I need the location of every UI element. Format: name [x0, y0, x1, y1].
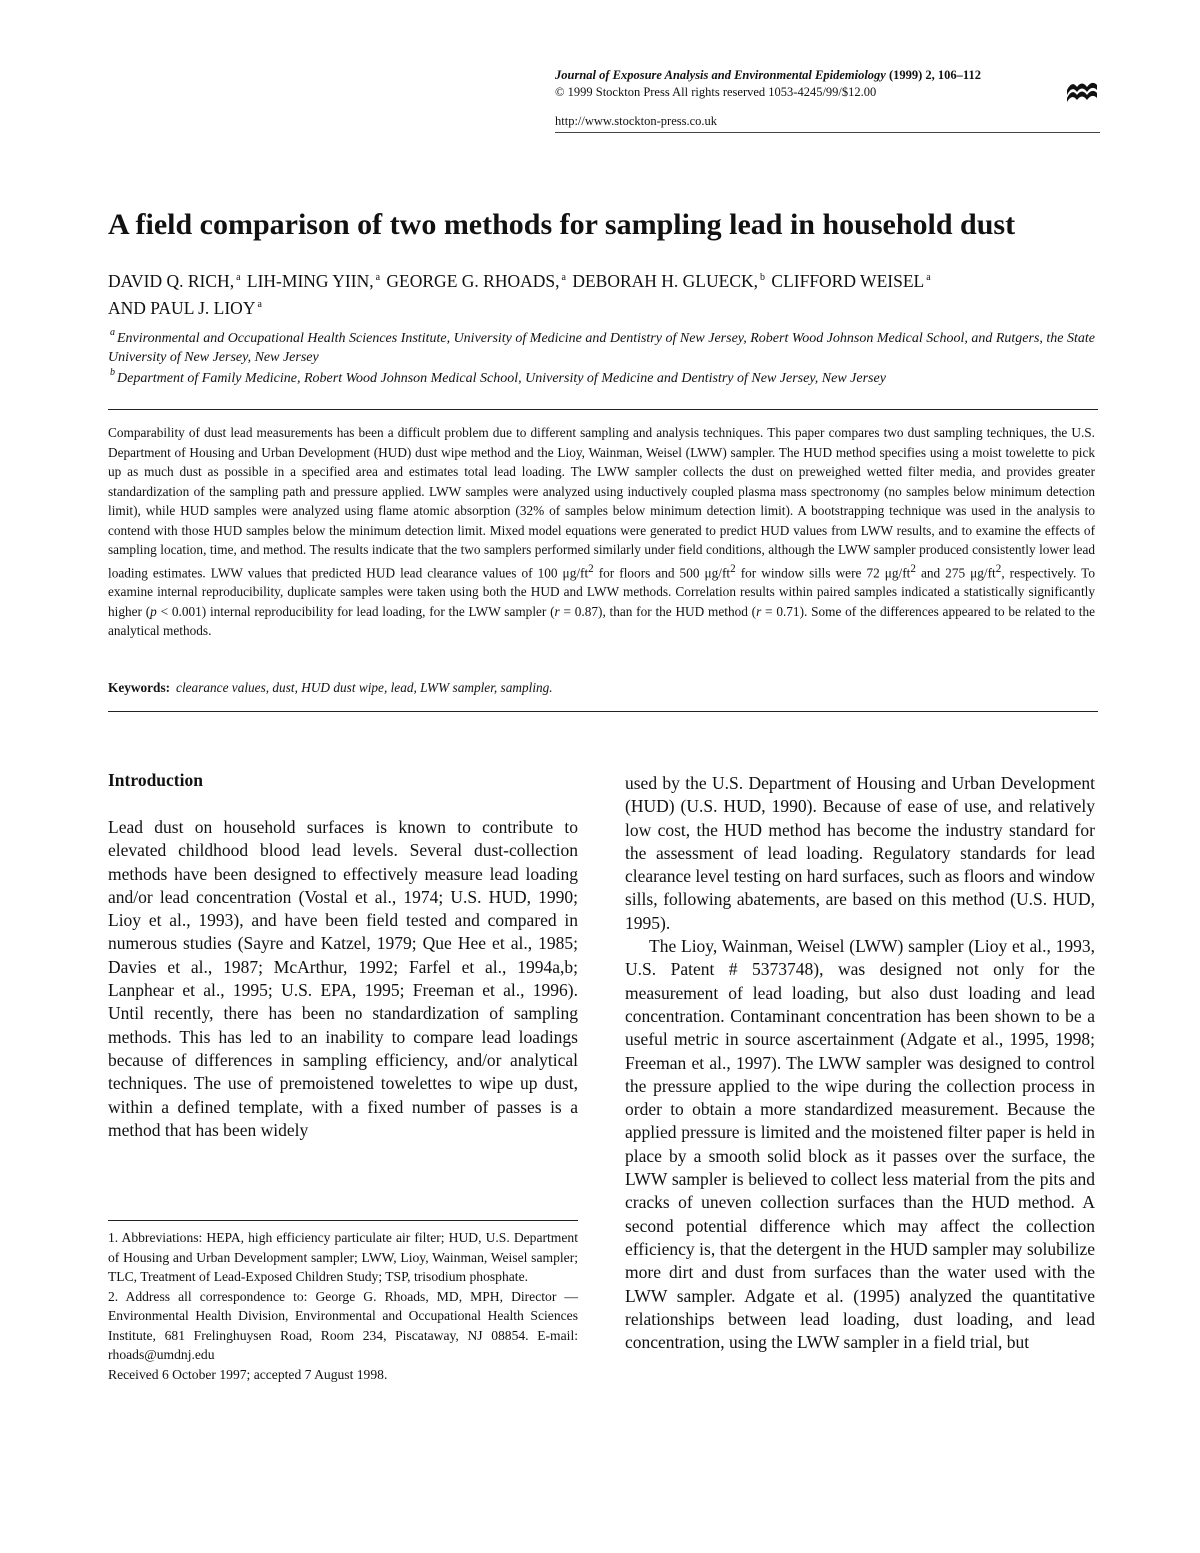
abstract-text-2: for floors and 500 μg/ft	[593, 564, 731, 580]
abstract-text-5: , respectively. To examine internal reproducibility, duplicate samples were taken using both the HUD and LWW methods. Correlation results within paired samples indicated a statistically significantly higher (	[108, 564, 1095, 619]
paper-title: A field comparison of two methods for sampling lead in household dust	[108, 208, 1016, 241]
abstract-text-4: and 275 μg/ft	[915, 564, 996, 580]
received-dates: Received 6 October 1997; accepted 7 August 1998.	[108, 1366, 388, 1382]
body-column-left: Lead dust on household surfaces is known to contribute to elevated childhood blood lead levels. Several dust-collection methods have been designed to effectively measure lead loading and/or lead concentration (Vostal et al., 1974; U.S. HUD, 1990; Lioy et al., 1993), and have been field tested and compared in numerous studies (Sayre and Katzel, 1979; Que Hee et al., 1985; Davies et al., 1987; McArthur, 1992; Farfel et al., 1994a,b; Lanphear et al., 1995; U.S. EPA, 1995; Freeman et al., 1996). Until recently, there has been no standardization of sampling methods. This has led to an inability to compare lead loadings because of differences in sampling efficiency, and/or analytical techniques. The use of premoistened towelettes to wipe up dust, within a defined template, with a fixed number of passes is a method that has been widely	[108, 817, 578, 1140]
abstract	[108, 423, 1095, 641]
r-variable: r	[756, 603, 762, 619]
affiliation-text: Department of Family Medicine, Robert Wood Johnson Medical School, University of Medicine and Dentistry of New Jersey, New Jersey	[117, 371, 886, 386]
author-list	[108, 266, 1098, 320]
journal-header	[555, 67, 1100, 101]
copyright-line: © 1999 Stockton Press All rights reserved 1053-4245/99/$12.00	[555, 85, 877, 99]
superscript: 2	[910, 562, 916, 575]
author-affiliation-mark: a	[561, 272, 566, 283]
author-affiliation-mark: a	[257, 299, 262, 310]
header-divider	[555, 132, 1100, 133]
paragraph: The Lioy, Wainman, Weisel (LWW) sampler (Lioy et al., 1993, U.S. Patent # 5373748), was designed not only for the measurement of lead loading, but also dust loading and lead concentration. Contaminant concentration has been shown to be a useful metric in source ascertainment (Adgate et al., 1995, 1998; Freeman et al., 1997). The LWW sampler was designed to control the pressure applied to the wipe during the collection process in order to obtain a more standardized measurement. Because the applied pressure is limited and the moistened filter paper is held in place by a smooth solid block as it passes over the surface, the LWW sampler is believed to collect less material from the pits and cracks of uneven collection surfaces than the HUD method. A second potential difference which may affect the collection efficiency is, that the detergent in the HUD sampler may solubilize more dirt and dust from surfaces than the water used with the LWW sampler. Adgate et al. (1995) analyzed the quantitative relationships between lead loading, dust loading, and lead concentration, using the LWW sampler in a field trial, but	[625, 936, 1095, 1353]
publisher-url[interactable]: http://www.stockton-press.co.uk	[555, 114, 718, 128]
keywords	[108, 678, 1098, 697]
superscript: 2	[588, 562, 594, 575]
author-name: LIH-MING YIIN,	[246, 271, 374, 291]
affiliation-mark: b	[110, 367, 115, 378]
author-name: DEBORAH H. GLUECK,	[572, 271, 759, 291]
section-heading-introduction: Introduction	[108, 770, 203, 790]
keywords-value: clearance values, dust, HUD dust wipe, lead, LWW sampler, sampling.	[176, 680, 553, 695]
journal-name: Journal of Exposure Analysis and Environmental Epidemiology	[555, 68, 886, 82]
body-column-right	[625, 772, 1095, 1354]
abstract-text-8: = 0.71). Some of the differences appeared to be related to the analytical methods.	[108, 603, 1095, 639]
author-affiliation-mark: a	[236, 272, 241, 283]
journal-citation-line	[555, 67, 1100, 84]
author-name: GEORGE G. RHOADS,	[386, 271, 560, 291]
keywords-label: Keywords:	[108, 680, 171, 695]
p-variable: p	[150, 603, 157, 619]
publisher-logo-icon	[1066, 78, 1098, 102]
abstract-bottom-divider	[108, 711, 1098, 712]
author-name: CLIFFORD WEISEL	[771, 271, 925, 291]
affiliation-mark: a	[110, 327, 115, 338]
abstract-text-7: = 0.87), than for the HUD method (	[559, 603, 757, 619]
abstract-text-3: for window sills were 72 μg/ft	[735, 564, 911, 580]
abstract-text-1: Comparability of dust lead measurements has been a difficult problem due to different sampling and analysis techniques. This paper compares two dust sampling techniques, the U.S. Department of Housing and Urban Development (HUD) dust wipe method and the Lioy, Wainman, Weisel (LWW) sampler. The HUD method specifies using a moist towelette to pick up as much dust as possible in a specified area and estimates total lead loading. The LWW sampler collects the dust on preweighed wetted filter media, and provides greater standardization of the sampling path and pressure applied. LWW samples were analyzed using inductively coupled plasma mass spectronomy (no samples below minimum detection limit), while HUD samples were analyzed using flame atomic absorption (32% of samples below minimum detection limit). A bootstrapping technique was used in the analysis to contend with those HUD samples below the minimum detection limit. Mixed model equations were generated to predict HUD values from LWW results, and to examine the effects of sampling location, time, and method. The results indicate that the two samplers performed similarly under field conditions, although the LWW sampler produced consistently lower lead loading estimates. LWW values that predicted HUD lead clearance values of 100 μg/ft	[108, 425, 1095, 580]
footnote-divider	[108, 1220, 578, 1221]
author-affiliation-mark: b	[760, 272, 766, 283]
author-name: AND PAUL J. LIOY	[108, 298, 256, 318]
author-affiliation-mark: a	[926, 272, 931, 283]
affiliation-a	[108, 323, 1098, 367]
journal-volume-pages: (1999) 2, 106–112	[888, 68, 981, 82]
paragraph: used by the U.S. Department of Housing and Urban Development (HUD) (U.S. HUD, 1990). Because of ease of use, and relatively low cost, the HUD method has become the industry standard for the assessment of lead loading. Regulatory standards for lead clearance level testing on hard surfaces, such as floors and window sills, following abatements, are based on this method (U.S. HUD, 1995).	[625, 773, 1095, 933]
affiliation-text: Environmental and Occupational Health Sciences Institute, University of Medicine and Dentistry of New Jersey, Robert Wood Johnson Medical School, and Rutgers, the State University of New Jersey, New Jersey	[108, 331, 1095, 365]
affiliation-b	[108, 363, 1098, 388]
author-name: DAVID Q. RICH,	[108, 271, 235, 291]
author-affiliation-mark: a	[375, 272, 381, 283]
r-variable: r	[554, 603, 560, 619]
footnote-correspondence: 2. Address all correspondence to: George G. Rhoads, MD, MPH, Director —Environmental Health Division, Environmental and Occupational Health Sciences Institute, 681 Frelinghuysen Road, Room 234, Piscataway, NJ 08854. E-mail: rhoads@umdnj.edu	[108, 1288, 578, 1362]
abstract-top-divider	[108, 409, 1098, 410]
footnotes	[108, 1228, 578, 1384]
superscript: 2	[995, 562, 1002, 575]
footnote-abbreviations: 1. Abbreviations: HEPA, high efficiency particulate air filter; HUD, U.S. Department of Housing and Urban Development sampler; LWW, Lioy, Wainman, Weisel sampler; TLC, Treatment of Lead-Exposed Children Study; TSP, trisodium phosphate.	[108, 1230, 578, 1284]
superscript: 2	[730, 562, 736, 575]
abstract-text-6: < 0.001) internal reproducibility for lead loading, for the LWW sampler (	[156, 603, 555, 619]
